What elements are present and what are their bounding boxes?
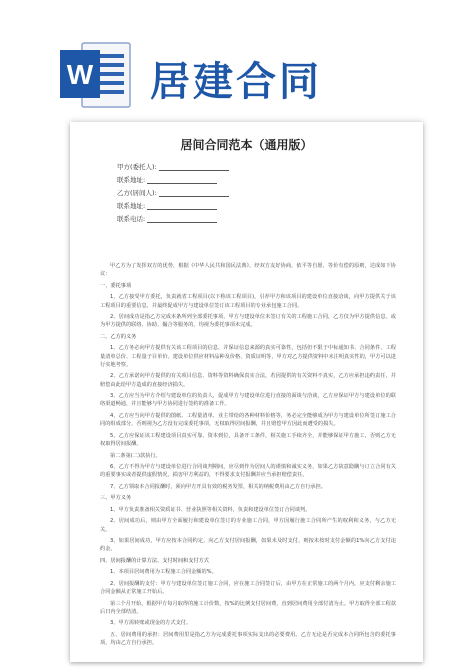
paragraph: 2、乙方承诺向甲方提供的有关项目信息、资料等资料确保真实合法，若因提供的有关资料不真实，乙方应承担违约责任，并赔偿由此给甲方造成的直接经济损失。 bbox=[100, 373, 396, 388]
fill-line[interactable] bbox=[147, 216, 217, 223]
party-row bbox=[117, 210, 229, 223]
document-page bbox=[70, 122, 423, 662]
paragraph: 3、甲方需转账或现金的方式支付。 bbox=[110, 620, 192, 627]
document-title: 居间合同范本（通用版） bbox=[180, 138, 313, 152]
fill-line[interactable] bbox=[159, 190, 229, 197]
paragraph: 6、乙方不得为甲方与建设单位进行合同谈判期间，应尽到作为居间人的谨慎和诚实义务，如果乙方故意隐瞒与订立合同有关的重要事实或者提供虚假情况，损害甲方利益的，不得要求支付报酬并应当承担赔偿责任。 bbox=[100, 464, 396, 479]
paragraph: 5、乙方应保证该工程建设项目真实可靠，资本到位，具备开工条件，相关施工手续齐全，并能够保证甲方施工，否则乙方无权取得居间报酬。 bbox=[100, 432, 396, 448]
paragraph: 4、乙方应当向甲方提供的图纸、工程量清单、业主带给的各种材料价格等，务必完全能够成为甲方与建设单位所签订施工合同的组成部分，否则视为乙方没有完成委托事项，无权取得居间报酬，并且赔偿甲方因此而遭受的损失。 bbox=[100, 412, 396, 428]
party-label: 联系地址: bbox=[117, 202, 146, 210]
party-label: 甲方(委托人): bbox=[117, 163, 157, 171]
paragraph: 1、乙方务必向甲方提供有关该工程项目的信息，并保证信息来源的真实可靠性，包括但不限于中标通知书、合同条件、工程量清单总价、工程量子目单价、建设单位供应材料品种及价格、资质证明等，甲方对乙方提供资料中未注明真实性的，甲方可以进行实地考察。 bbox=[100, 345, 396, 368]
section-heading: 三、甲方义务 bbox=[100, 495, 132, 502]
section-heading: 一、委托事项 bbox=[100, 282, 132, 289]
parties-block bbox=[117, 158, 229, 223]
party-row bbox=[117, 158, 229, 171]
party-label: 联系地址: bbox=[117, 176, 146, 184]
word-doc-icon bbox=[58, 40, 132, 110]
header bbox=[0, 0, 474, 125]
paragraph: 甲乙方为了发挥双方的优势，根据《中华人民共和国民法典》，经双方友好协商，依平等自愿、等价有偿的原则，达成如下协议： bbox=[100, 263, 396, 278]
party-label: 乙方(居间人): bbox=[117, 189, 157, 197]
party-row bbox=[117, 171, 229, 184]
page-title: 居建合同 bbox=[150, 59, 322, 105]
section-heading: 四、居间报酬的计算方法、支付时间和支付方式 bbox=[100, 557, 209, 564]
fill-line[interactable] bbox=[159, 164, 229, 171]
party-row bbox=[117, 197, 229, 210]
contract-body bbox=[100, 262, 396, 651]
party-label: 联系电话: bbox=[117, 215, 146, 223]
paragraph: 第三个月开始，根据甲方每月取得的施工计价数，按%的比例支付居间费，直到居间费用全部付清为止。甲方取得全部工程款后日内全部结清。 bbox=[100, 600, 396, 615]
paragraph: 1、本项目居间费用为工程施工合同金额的%。 bbox=[110, 569, 217, 576]
paragraph: 7、乙方领取本合同报酬时，须向甲方开具有效的税务发票，相关的纳税费用由乙方自行承担。 bbox=[110, 483, 326, 490]
paragraph: 第二条第(二)款执行。 bbox=[110, 452, 161, 459]
paragraph: 2、居间成功后，则由甲方全面履行和建设单位签订的专业施工合同，甲方因履行施工合同所产生的权利和义务，与乙方无关。 bbox=[100, 518, 396, 533]
logo-letter: W bbox=[66, 59, 94, 90]
paragraph: 1、乙方接受甲方委托，负责就省工程项目(以下称该工程项目)，引荐甲方和该项目的建设单位直接洽谈，向甲方提供关于该工程项目的重要信息，并最终促成甲方与建设单位签订该工程项目的专业承包施工合同。 bbox=[100, 294, 396, 309]
paragraph: 五、居间费用的承担：居间费用里是指乙方为完成委托事项实际支出的必要费用。乙方无论是否完成本合同所包含的委托事项，均由乙方自行承担。 bbox=[100, 631, 396, 647]
fill-line[interactable] bbox=[147, 203, 217, 210]
party-row bbox=[117, 184, 229, 197]
paragraph: 2、居间报酬的支付：甲方与建设单位签订施工合同，应在施工合同签订后，由甲方在正常施工的两个月内，应支付剩余施工合同金额从正常施工开始后。 bbox=[100, 580, 396, 596]
paragraph: 2、居间成功是指乙方完成本条所列全部委托事项，甲方与建设单位未签订有关的工程施工合同，乙方仅为甲方提供信息、或为甲方提供的联络、协助、撮合等服务的，均视为委托事项未完成。 bbox=[100, 314, 396, 329]
paragraph: 1、甲方负责准备相关资质证书、营业执照等相关资料，负责和建设单位签订合同谈判。 bbox=[110, 506, 311, 513]
paragraph: 3、乙方应当为甲方介绍与建设单位的负责人，促成甲方与建设单位进行直接的面谈与洽谈，乙方应保证甲方与建设单位的联络渠道畅通，并且能够与甲方协同进行签约的准备工作。 bbox=[100, 393, 396, 408]
section-heading: 二、乙方的义务 bbox=[100, 333, 137, 340]
paragraph: 3、如果居间成功，甲方应按本合同约定，向乙方支付居间报酬，如果未及时支付，则按未按时支付金额的1%向乙方支付违约金。 bbox=[100, 538, 396, 553]
fill-line[interactable] bbox=[147, 177, 217, 184]
